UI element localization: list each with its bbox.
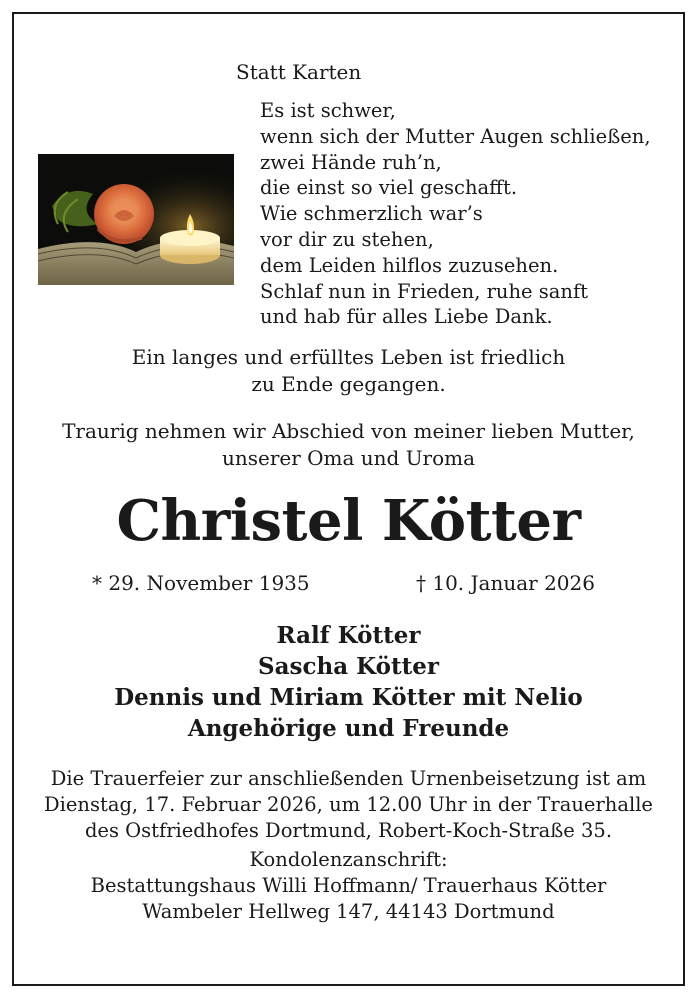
mourner-name: Sascha Kötter	[258, 653, 439, 680]
poem-line: wenn sich der Mutter Augen schließen,	[260, 124, 651, 148]
obituary-notice	[12, 12, 685, 986]
life-statement	[14, 344, 683, 398]
condolence-line: Wambeler Hellweg 147, 44143 Dortmund	[142, 900, 555, 923]
poem-line: Schlaf nun in Frieden, ruhe sanft	[260, 279, 589, 303]
farewell-line: unserer Oma und Uroma	[221, 446, 476, 470]
poem-line: dem Leiden hilflos zuzusehen.	[260, 253, 559, 277]
funeral-service-info	[14, 766, 683, 844]
birth-date: * 29. November 1935	[92, 571, 310, 595]
poem-line: und hab für alles Liebe Dank.	[260, 305, 553, 329]
farewell-line: Traurig nehmen wir Abschied von meiner lieben Mutter,	[62, 419, 635, 443]
poem	[260, 98, 651, 330]
condolence-address	[14, 847, 683, 925]
farewell-text	[14, 418, 683, 472]
service-line: Die Trauerfeier zur anschließenden Urnenbeisetzung ist am	[50, 767, 647, 790]
life-statement-line: zu Ende gegangen.	[251, 372, 446, 396]
poem-line: zwei Hände ruh’n,	[260, 150, 442, 174]
life-statement-line: Ein langes und erfülltes Leben ist friedlich	[131, 345, 566, 369]
rose-candle-photo	[38, 154, 234, 285]
header-statt-karten: Statt Karten	[236, 60, 362, 84]
mourner-name: Dennis und Miriam Kötter mit Nelio	[114, 684, 583, 711]
condolence-line: Bestattungshaus Willi Hoffmann/ Trauerhaus Kötter	[90, 874, 607, 897]
mourner-name: Ralf Kötter	[276, 622, 421, 649]
mourner-name: Angehörige und Freunde	[187, 715, 510, 742]
death-date: † 10. Januar 2026	[416, 571, 595, 595]
condolence-line: Kondolenzanschrift:	[249, 848, 448, 871]
poem-line: Wie schmerzlich war’s	[260, 202, 483, 226]
deceased-name: Christel Kötter	[116, 488, 581, 554]
service-line: Dienstag, 17. Februar 2026, um 12.00 Uhr in der Trauerhalle	[44, 793, 653, 816]
rose-candle-image	[38, 154, 234, 285]
poem-line: Es ist schwer,	[260, 99, 396, 122]
service-line: des Ostfriedhofes Dortmund, Robert-Koch-Straße 35.	[84, 819, 613, 842]
poem-line: die einst so viel geschafft.	[260, 176, 518, 200]
poem-line: vor dir zu stehen,	[260, 227, 434, 251]
mourners-list	[14, 620, 683, 744]
